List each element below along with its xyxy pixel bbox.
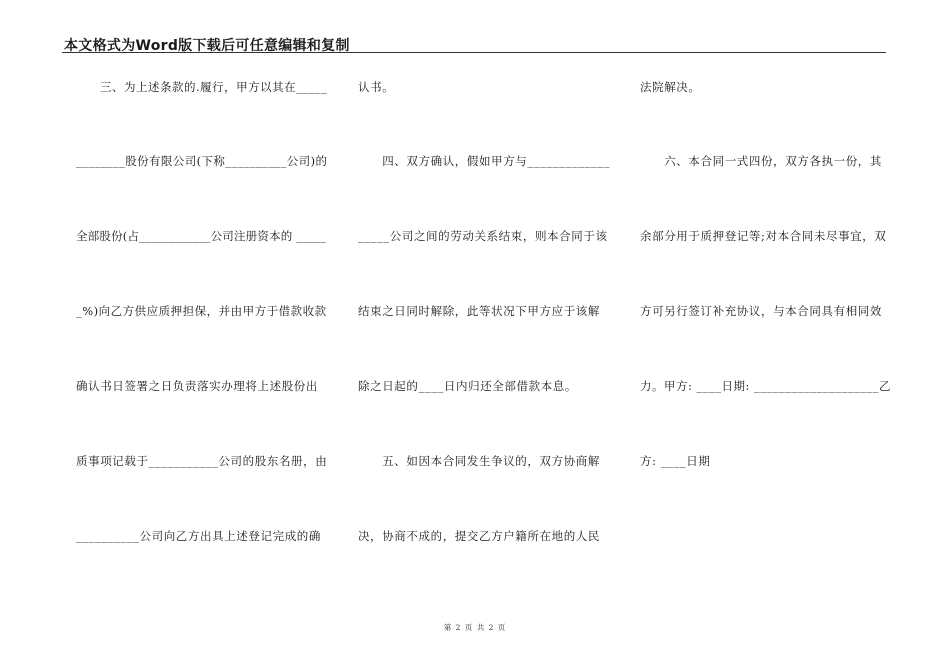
page-number: 第 2 页 共 2 页 bbox=[443, 623, 507, 632]
text-line: 认书。 bbox=[358, 80, 395, 94]
text-line: 确认书日签署之日负责落实办理将上述股份出 bbox=[76, 379, 318, 393]
text-line: 方可另行签订补充协议，与本合同具有相同效 bbox=[640, 304, 882, 318]
text-line: _%)向乙方供应质押担保，并由甲方于借款收款 bbox=[76, 304, 327, 318]
text-line: 质事项记载于___________公司的股东名册，由 bbox=[76, 454, 328, 468]
text-line: _____公司之间的劳动关系结束，则本合同于该 bbox=[358, 229, 608, 243]
text-line: 六、本合同一式四份，双方各执一份，其 bbox=[640, 154, 882, 168]
text-line: 方: ____日期 bbox=[640, 454, 711, 468]
text-line: 三、为上述条款的.履行，甲方以其在_____ bbox=[76, 80, 328, 94]
text-line: 结束之日同时解除，此等状况下甲方应于该解 bbox=[358, 304, 600, 318]
text-line: 四、双方确认，假如甲方与_____________ bbox=[358, 154, 610, 168]
text-line: __________公司向乙方出具上述登记完成的确 bbox=[76, 529, 321, 543]
text-line: 余部分用于质押登记等;对本合同未尽事宜，双 bbox=[640, 229, 887, 243]
text-line: 力。甲方: ____日期: ____________________乙 bbox=[640, 379, 892, 393]
text-line: 法院解决。 bbox=[640, 80, 701, 94]
text-line: 除之日起的____日内归还全部借款本息。 bbox=[358, 379, 577, 393]
text-line: 五、如因本合同发生争议的，双方协商解 bbox=[358, 454, 600, 468]
document-header-title: 本文格式为Word版下载后可任意编辑和复制 bbox=[64, 38, 350, 54]
text-line: 决，协商不成的，提交乙方户籍所在地的人民 bbox=[358, 529, 600, 543]
text-line: 全部股份(占____________公司注册资本的 _____ bbox=[76, 229, 327, 243]
text-line: ________股份有限公司(下称__________公司)的 bbox=[76, 154, 328, 168]
header-divider bbox=[62, 52, 886, 53]
